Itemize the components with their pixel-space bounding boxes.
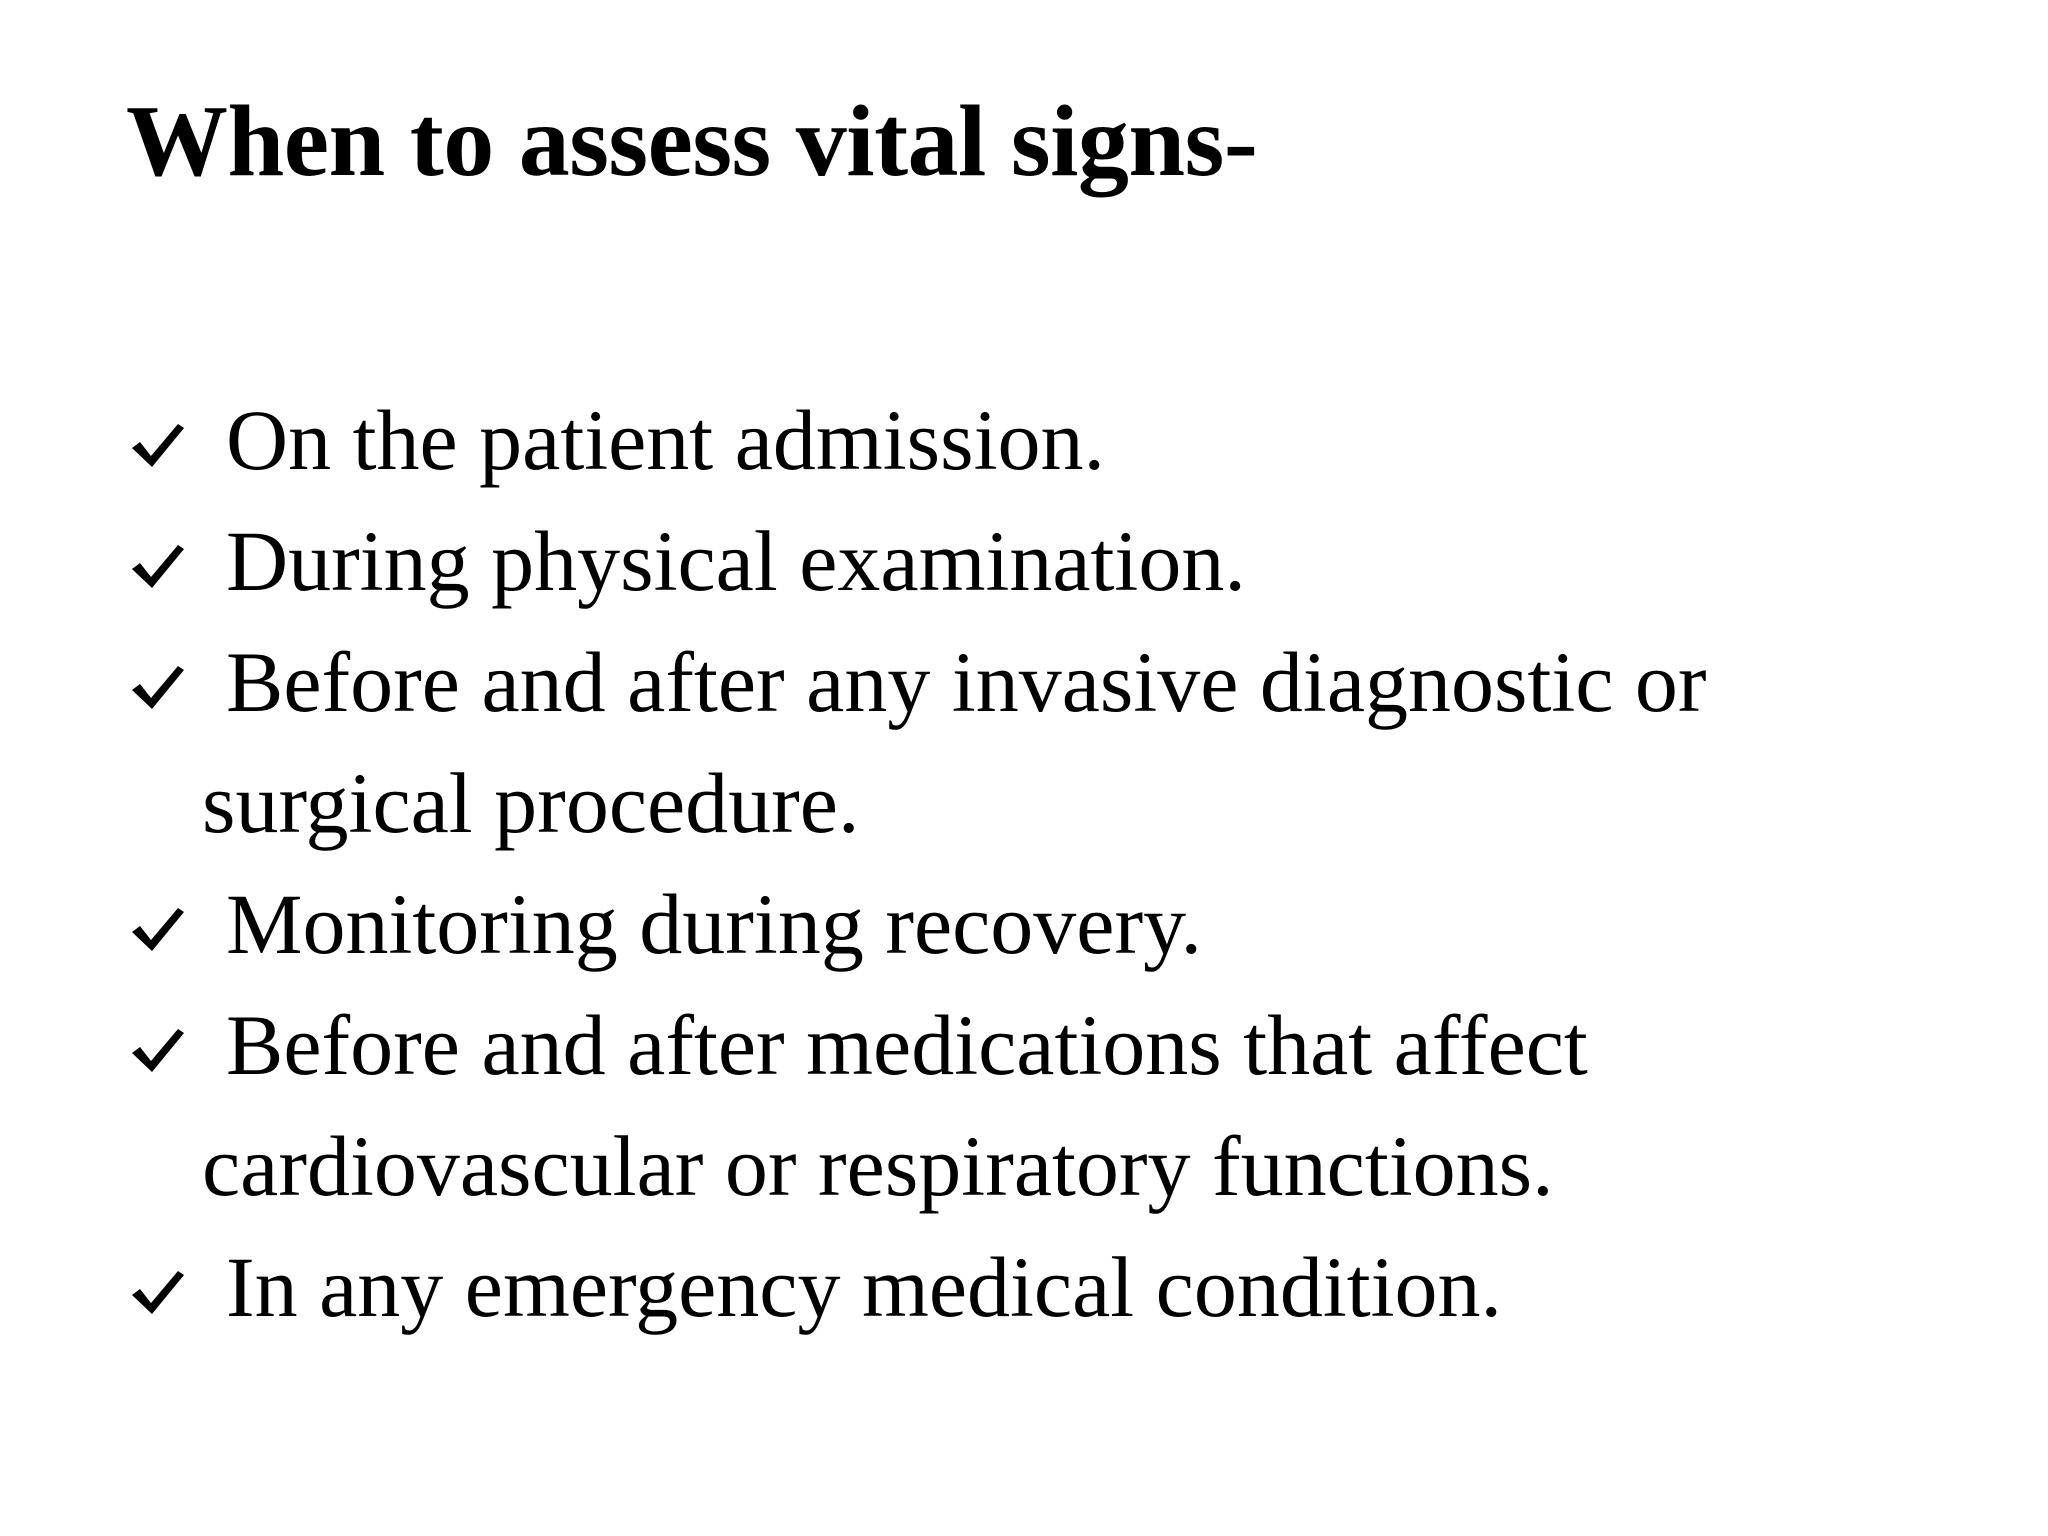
bullet-text: Before and after any invasive diagnostic or surgical procedure. <box>202 634 1707 851</box>
bullet-text: During physical examination. <box>226 513 1246 609</box>
checkmark-icon <box>126 1227 202 1348</box>
checkmark-icon <box>126 501 202 622</box>
list-item <box>126 501 1986 622</box>
list-item <box>126 985 1986 1227</box>
list-item <box>126 1227 1986 1348</box>
bullet-text: Before and after medications that affect cardiovascular or respiratory functions. <box>202 997 1588 1214</box>
bullet-text: On the patient admission. <box>226 392 1105 488</box>
list-item <box>126 864 1986 985</box>
checkmark-icon <box>126 622 202 743</box>
checkmark-icon <box>126 985 202 1106</box>
list-item <box>126 622 1986 864</box>
slide-title: When to assess vital signs- <box>126 85 1258 198</box>
checkmark-icon <box>126 864 202 985</box>
list-item <box>126 380 1986 501</box>
bullet-text: In any emergency medical condition. <box>226 1239 1503 1335</box>
bullet-list <box>126 380 1986 1348</box>
checkmark-icon <box>126 380 202 501</box>
bullet-text: Monitoring during recovery. <box>226 876 1203 972</box>
